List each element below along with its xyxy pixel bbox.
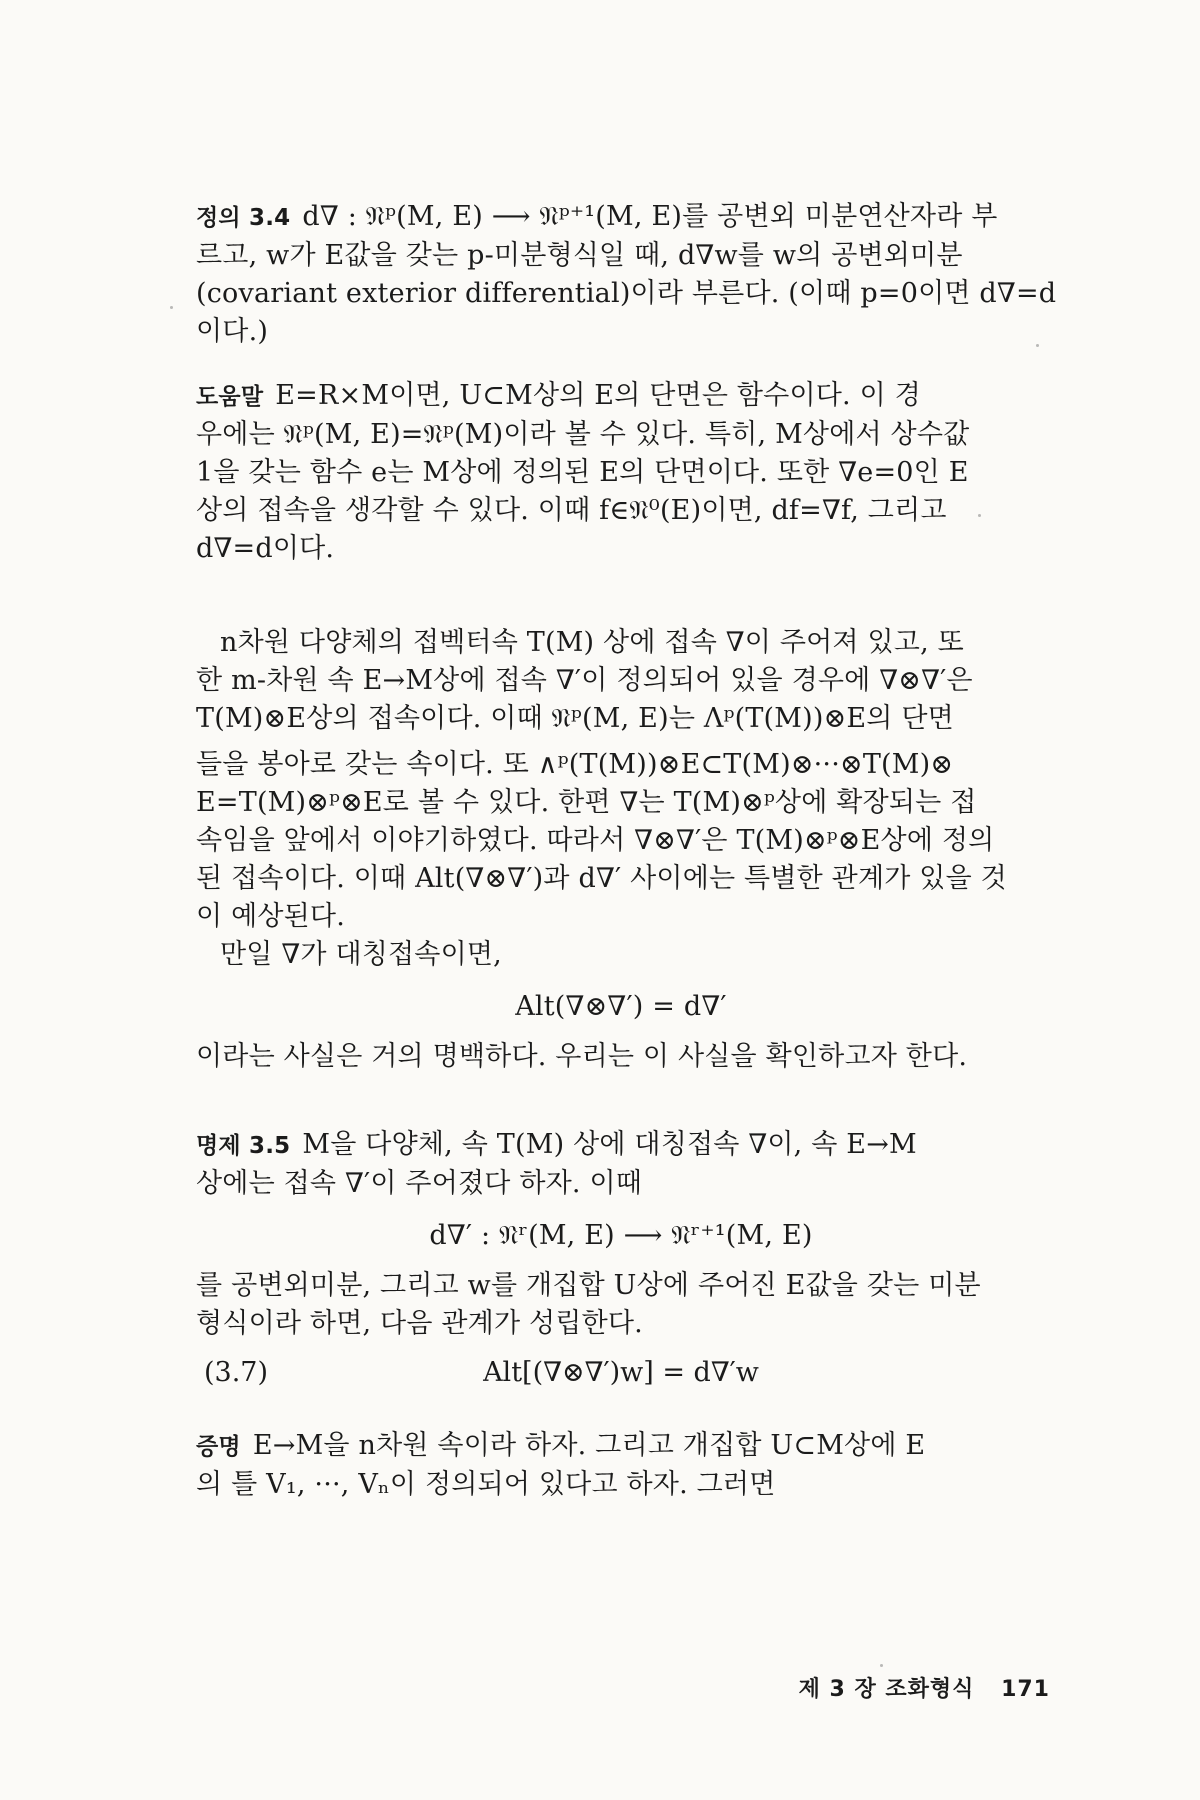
page-body [196,198,1057,1530]
page-number: 171 [1001,1677,1050,1702]
proposition-label: 명제 3.5 [196,1133,291,1159]
paragraph-line: E=T(M)⊗ᵖ⊗E로 볼 수 있다. 한편 ∇는 T(M)⊗ᵖ상에 확장되는 접 [196,787,977,818]
paragraph-line: 한 m-차원 속 E→M상에 접속 ∇′이 정의되어 있을 경우에 ∇⊗∇′은 [196,665,973,696]
body-paragraph [196,624,1046,936]
proof-line [196,1427,1046,1466]
page-footer [799,1672,1050,1703]
paragraph-line: T(M)⊗E상의 접속이다. 이때 𝔑ᵖ(M, E)는 Λᵖ(T(M))⊗E의 단면 [196,703,954,734]
definition-line: (covariant exterior differential)이라 부른다. (이때 p=0이면 d∇=d [196,278,1057,309]
paragraph-line: n차원 다양체의 접벡터속 T(M) 상에 접속 ∇이 주어져 있고, 또 [220,627,964,658]
proof-line: 의 틀 V₁, ···, Vₙ이 정의되어 있다고 하자. 그러면 [196,1469,776,1500]
equation-number: (3.7) [204,1357,269,1388]
remark-line: 우에는 𝔑ᵖ(M, E)=𝔑ᵖ(M)이라 볼 수 있다. 특히, M상에서 상수값 [196,419,970,450]
definition-line: 르고, w가 E값을 갖는 p-미분형식일 때, d∇w를 w의 공변외미분 [196,240,963,271]
paragraph-line: 이 예상된다. [196,901,345,932]
symmetric-paragraph [196,936,1046,1076]
remark-text: E=R×M이면, U⊂M상의 E의 단면은 함수이다. 이 경 [275,380,921,411]
paragraph-line: 들을 봉아로 갖는 속이다. 또 ∧ᵖ(T(M))⊗E⊂T(M)⊗···⊗T(M)⊗ [196,749,954,780]
display-equation: d∇′ : 𝔑ʳ(M, E) ⟶ 𝔑ʳ⁺¹(M, E) [429,1220,813,1251]
proof-text: E→M을 n차원 속이라 하자. 그리고 개집합 U⊂M상에 E [252,1430,926,1461]
proof-block [196,1427,1046,1504]
proposition-line: 를 공변외미분, 그리고 w를 개집합 U상에 주어진 E값을 갖는 미분 [196,1270,981,1301]
numbered-equation [196,1357,1046,1401]
paragraph-line: 만일 ∇가 대칭접속이면, [220,939,502,970]
proposition-block [196,1126,1046,1401]
equation-body: Alt[(∇⊗∇′)w] = d∇′w [483,1357,759,1388]
paragraph-line: 속임을 앞에서 이야기하였다. 따라서 ∇⊗∇′은 T(M)⊗ᵖ⊗E상에 정의 [196,825,995,856]
remark-line: 1을 갖는 함수 e는 M상에 정의된 E의 단면이다. 또한 ∇e=0인 E [196,457,969,488]
scan-speck [170,306,173,309]
chapter-title: 제 3 장 조화형식 [798,1677,975,1702]
definition-block [196,198,1057,351]
definition-text: d∇ : 𝔑ᵖ(M, E) ⟶ 𝔑ᵖ⁺¹(M, E)를 공변외 미분연산자라 부 [302,201,998,232]
definition-line: 이다.) [196,316,269,347]
proof-label: 증명 [196,1434,241,1460]
proposition-text: M을 다양체, 속 T(M) 상에 대칭접속 ∇이, 속 E→M [302,1129,917,1160]
paragraph-line: 된 접속이다. 이때 Alt(∇⊗∇′)과 d∇′ 사이에는 특별한 관계가 있을 것 [196,863,1007,894]
definition-label: 정의 3.4 [196,205,291,231]
scan-speck [880,1664,883,1667]
proposition-line: 형식이라 하면, 다음 관계가 성립한다. [196,1308,643,1339]
proposition-line: 상에는 접속 ∇′이 주어졌다 하자. 이때 [196,1168,643,1199]
remark-label: 도움말 [196,384,264,410]
remark-block [196,377,1046,568]
paragraph-line: 이라는 사실은 거의 명백하다. 우리는 이 사실을 확인하고자 한다. [196,1041,968,1072]
definition-line [196,198,1046,237]
scan-speck [1036,344,1039,347]
display-equation: Alt(∇⊗∇′) = d∇′ [515,991,727,1022]
remark-line: 상의 접속을 생각할 수 있다. 이때 f∈𝔑⁰(E)이면, df=∇f, 그리고 [196,495,947,526]
remark-line [196,377,1046,416]
scan-speck [978,514,981,517]
remark-line: d∇=d이다. [196,533,335,564]
proposition-line [196,1126,1046,1165]
